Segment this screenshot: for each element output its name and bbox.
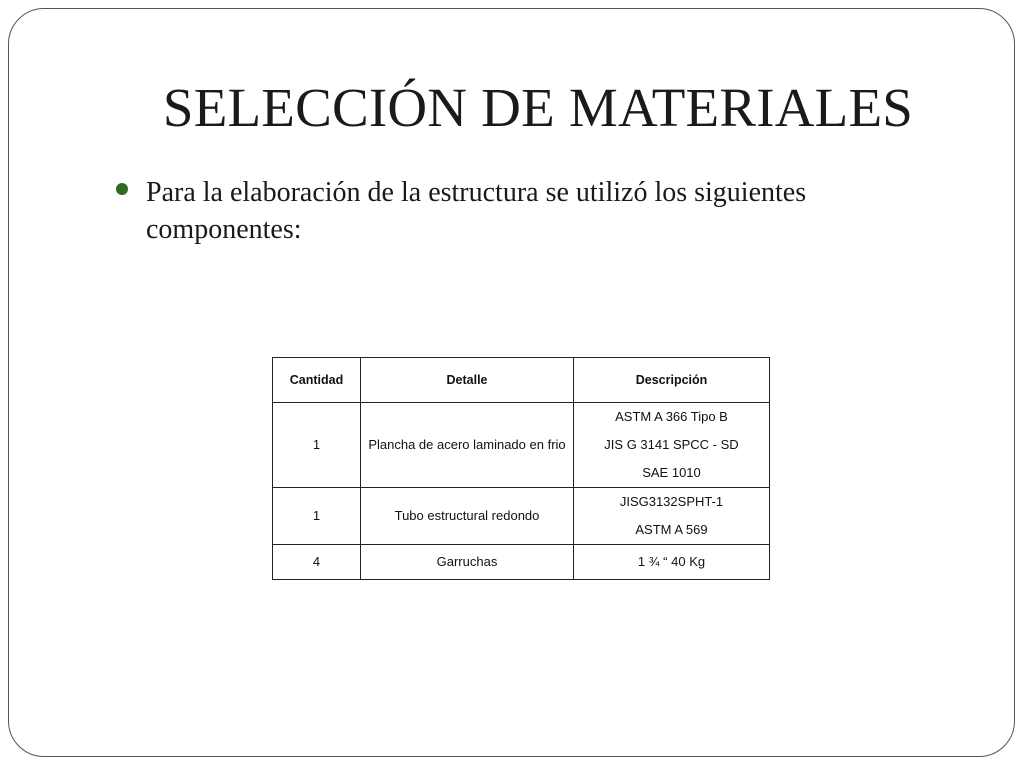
table-row xyxy=(273,545,770,580)
cell-detalle: Garruchas xyxy=(361,545,574,580)
descripcion-line: SAE 1010 xyxy=(642,465,701,480)
header-descripcion: Descripción xyxy=(574,358,770,403)
bullet-text: Para la elaboración de la estructura se utilizó los siguientes componentes: xyxy=(146,177,807,245)
cell-descripcion xyxy=(574,488,770,545)
table-row xyxy=(273,488,770,545)
cell-cantidad: 4 xyxy=(273,545,361,580)
cell-cantidad: 1 xyxy=(273,488,361,545)
bullet-icon xyxy=(116,183,128,195)
cell-descripcion xyxy=(574,403,770,488)
descripcion-line: JIS G 3141 SPCC - SD xyxy=(604,437,739,452)
descripcion-line: ASTM A 569 xyxy=(635,522,708,537)
header-cantidad: Cantidad xyxy=(273,358,361,403)
descripcion-line: ASTM A 366 Tipo B xyxy=(615,409,728,424)
table-row xyxy=(273,403,770,488)
cell-cantidad: 1 xyxy=(273,403,361,488)
header-detalle: Detalle xyxy=(361,358,574,403)
descripcion-line: 1 ¾ “ 40 Kg xyxy=(637,554,706,569)
materials-table xyxy=(272,357,770,580)
table-header-row xyxy=(273,358,770,403)
cell-detalle: Plancha de acero laminado en frio xyxy=(361,403,574,488)
cell-detalle: Tubo estructural redondo xyxy=(361,488,574,545)
cell-descripcion xyxy=(574,545,770,580)
slide-title: SELECCIÓN DE MATERIALES xyxy=(162,77,914,138)
descripcion-line: JISG3132SPHT-1 xyxy=(619,494,724,509)
